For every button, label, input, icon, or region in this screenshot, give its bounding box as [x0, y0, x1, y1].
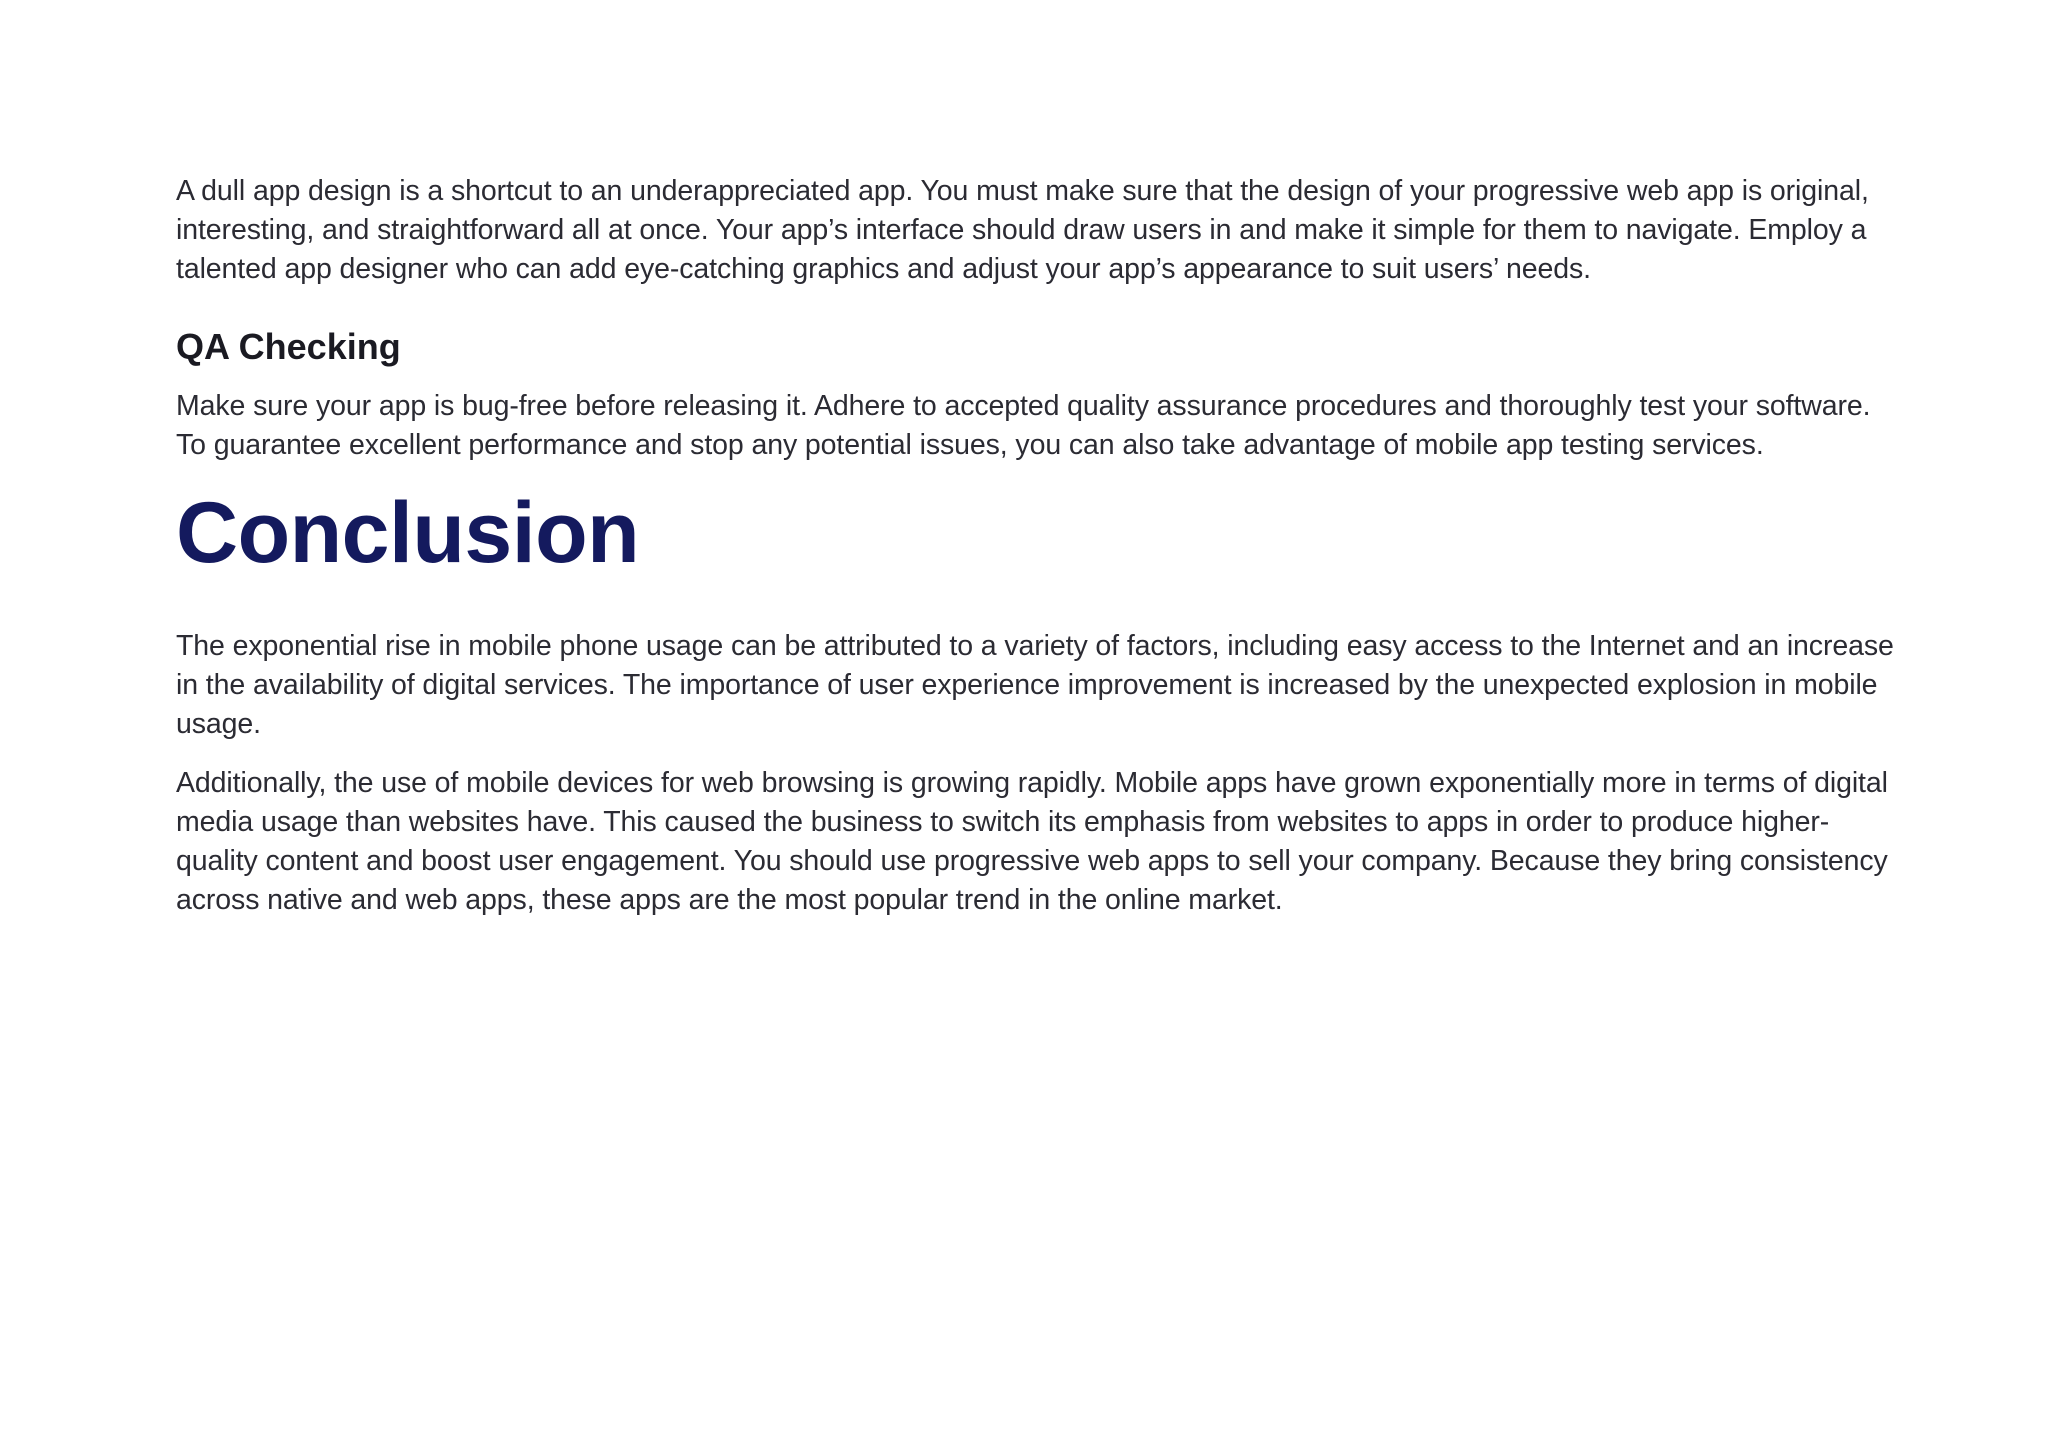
qa-checking-heading: QA Checking — [176, 326, 401, 367]
qa-checking-section — [176, 325, 1906, 465]
conclusion-paragraph-1: The exponential rise in mobile phone usage can be attributed to a variety of factors, including easy access to the Internet and an increase in the availability of digital services. The importance of user experience improvement is increased by the unexpected explosion in mobile usage. — [176, 630, 1894, 740]
conclusion-heading: Conclusion — [176, 485, 640, 581]
qa-checking-paragraph: Make sure your app is bug-free before releasing it. Adhere to accepted quality assurance procedures and thoroughly test your software. To guarantee excellent performance and stop any potential issues, you can also take advantage of mobile app testing services. — [176, 390, 1871, 461]
document-page — [176, 172, 1906, 920]
conclusion-paragraph-2: Additionally, the use of mobile devices for web browsing is growing rapidly. Mobile apps have grown exponentially more in terms of digital media usage than websites have. This caused the business to switch its emphasis from websites to apps in order to produce higher-quality content and boost user engagement. You should use progressive web apps to sell your company. Because they bring consistency across native and web apps, these apps are the most popular trend in the online market. — [176, 767, 1888, 916]
intro-paragraph: A dull app design is a shortcut to an underappreciated app. You must make sure that the design of your progressive web app is original, interesting, and straightforward all at once. Your app’s interface should draw users in and make it simple for them to navigate. Employ a talented app designer who can add eye-catching graphics and adjust your app’s appearance to suit users’ needs. — [176, 175, 1869, 285]
conclusion-section — [176, 485, 1906, 920]
